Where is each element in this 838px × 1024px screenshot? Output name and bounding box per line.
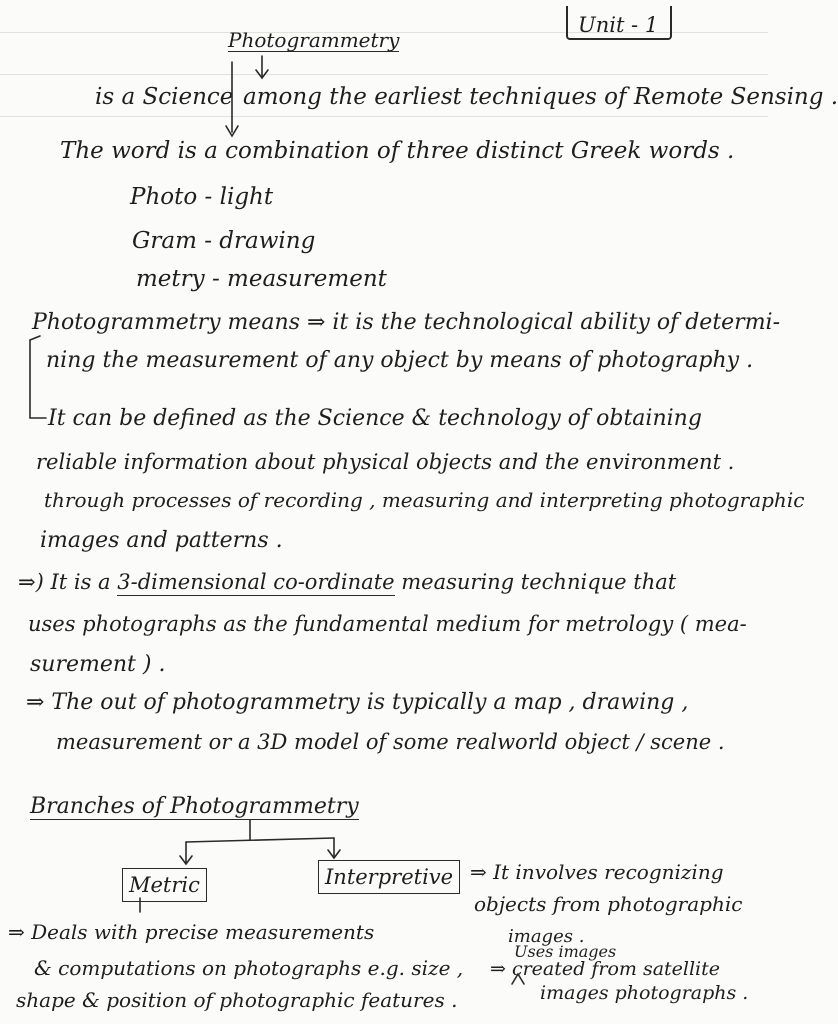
definition-bracket-top xyxy=(30,336,40,340)
created-note-2: images photographs . xyxy=(540,982,749,1004)
three-d-prefix: ⇒) It is a xyxy=(18,570,118,594)
definition-line-4: images and patterns . xyxy=(40,528,283,553)
interpretive-note-3: images . xyxy=(508,926,585,947)
means-line-1: Photogrammetry means ⇒ it is the technological ability of determi- xyxy=(32,310,781,335)
interpretive-box: Interpretive xyxy=(318,860,460,894)
uses-images-note: Uses images xyxy=(514,942,617,961)
three-d-suffix: measuring technique that xyxy=(394,570,677,594)
three-d-line-3: surement ) . xyxy=(30,652,166,677)
greek-word-gram: Gram - drawing xyxy=(132,228,316,254)
greek-word-photo: Photo - light xyxy=(130,184,274,210)
branches-heading: Branches of Photogrammetry xyxy=(30,794,359,819)
metric-box: Metric xyxy=(122,868,207,902)
output-line-2: measurement or a 3D model of some realworld object / scene . xyxy=(56,730,725,754)
means-line-2: ning the measurement of any object by means of photography . xyxy=(46,348,754,373)
greek-word-metry: metry - measurement xyxy=(136,266,387,292)
three-d-line-2: uses photographs as the fundamental medium for metrology ( mea- xyxy=(28,612,747,636)
branches-tree-horizontal xyxy=(186,838,334,842)
created-note-1: ⇒ created from satellite xyxy=(490,958,721,980)
word-origin-text: The word is a combination of three distinct Greek words . xyxy=(60,138,735,164)
three-d-underlined: 3-dimensional co-ordinate xyxy=(117,570,395,594)
definition-line-2: reliable information about physical objects and the environment . xyxy=(36,450,735,474)
definition-line-3: through processes of recording , measuring and interpreting photographic xyxy=(44,488,805,512)
definition-line-1: It can be defined as the Science & technology of obtaining xyxy=(48,406,702,431)
intro-right-text: among the earliest techniques of Remote Sensing . xyxy=(243,84,838,110)
insertion-caret xyxy=(512,974,524,984)
unit-label: Unit - 1 xyxy=(578,13,659,37)
definition-bracket xyxy=(30,340,46,418)
interpretive-note-1: ⇒ It involves recognizing xyxy=(470,860,724,884)
metric-note-3: shape & position of photographic features . xyxy=(16,988,458,1012)
metric-note-2: & computations on photographs e.g. size , xyxy=(34,956,464,980)
interpretive-note-2: objects from photographic xyxy=(474,892,743,916)
output-line-1: ⇒ The out of photogrammetry is typically a map , drawing , xyxy=(26,690,689,715)
page-title: Photogrammetry xyxy=(228,28,400,52)
metric-note-1: ⇒ Deals with precise measurements xyxy=(8,920,375,944)
intro-left-text: is a Science xyxy=(95,84,234,110)
